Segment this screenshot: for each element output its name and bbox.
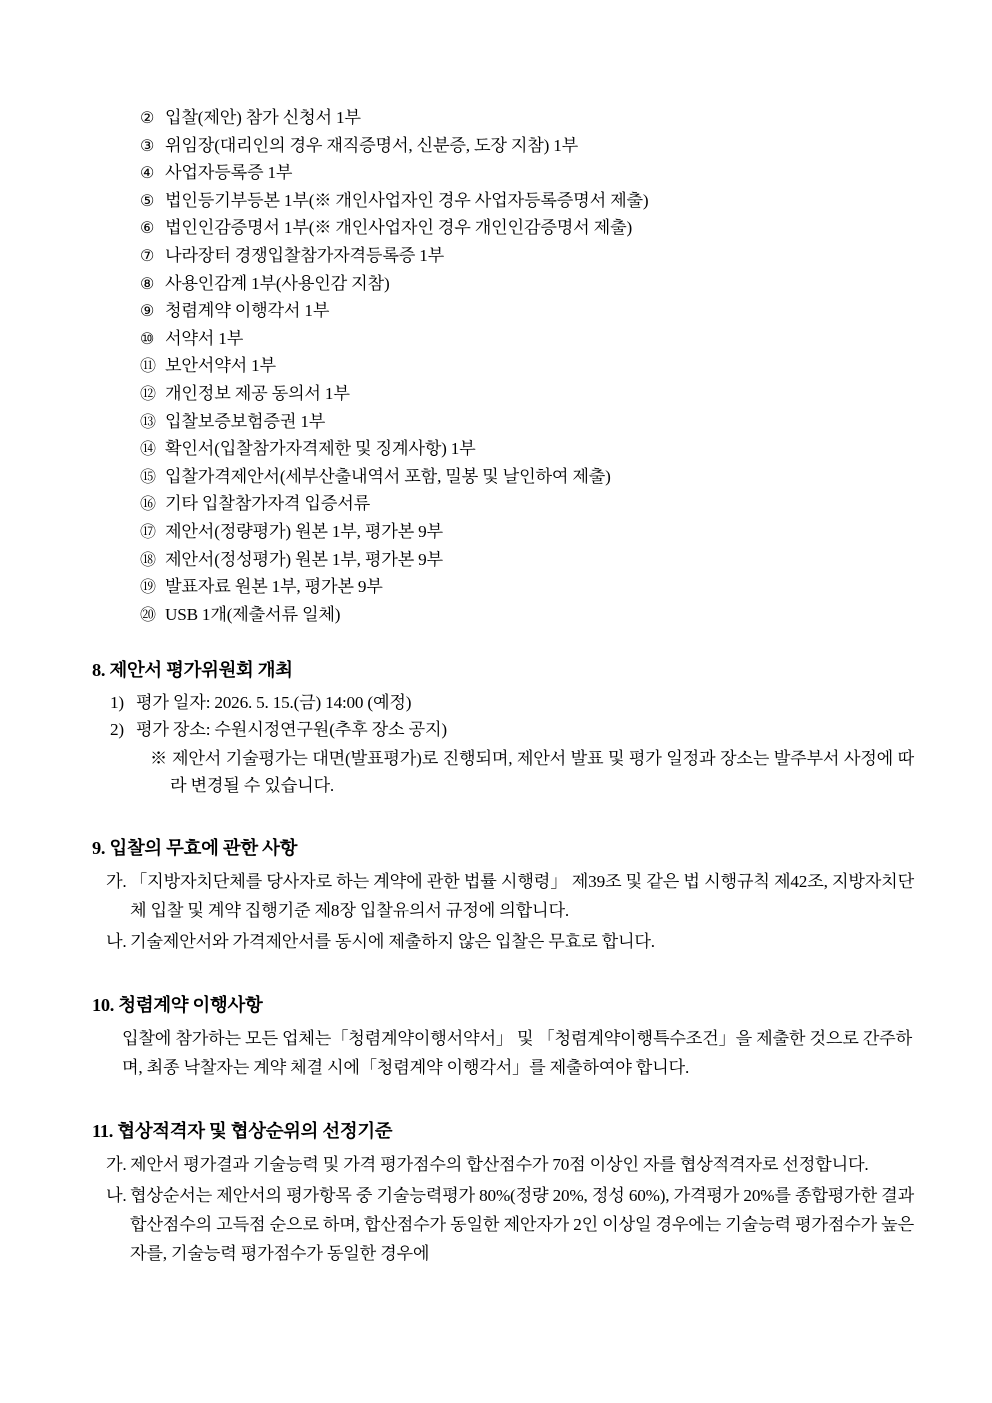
section-11-items bbox=[88, 1150, 914, 1268]
list-marker: ④ bbox=[140, 165, 155, 183]
list-item bbox=[140, 133, 914, 161]
list-marker: 가. bbox=[106, 1155, 127, 1175]
list-marker: 1) bbox=[110, 693, 124, 713]
list-item-label: 입찰(제안) 참가 신청서 1부 bbox=[165, 108, 361, 127]
list-item-label: 사용인감계 1부(사용인감 지참) bbox=[165, 273, 390, 293]
list-item-label: 위임장(대리인의 경우 재직증명서, 신분증, 도장 지참) 1부 bbox=[165, 135, 579, 155]
list-item-label: 제안서 평가결과 기술능력 및 가격 평가점수의 합산점수가 70점 이상인 자를 협상적격자로 선정합니다. bbox=[130, 1155, 869, 1175]
list-marker: ⑭ bbox=[140, 441, 156, 459]
list-marker: 가. bbox=[106, 872, 127, 892]
list-item-label: 개인정보 제공 동의서 1부 bbox=[165, 383, 350, 403]
list-marker: ⑰ bbox=[140, 523, 156, 541]
list-marker: 나. bbox=[106, 932, 127, 952]
list-item-label: 나라장터 경쟁입찰참가자격등록증 1부 bbox=[165, 245, 445, 265]
list-item-label: 「지방자치단체를 당사자로 하는 계약에 관한 법률 시행령」 제39조 및 같은 법 시행규칙 제42조, 지방자치단체 입찰 및 계약 집행기준 제8장 입찰유의서 규정에 의합니다. bbox=[130, 872, 914, 921]
list-item bbox=[110, 689, 914, 716]
list-item bbox=[140, 409, 914, 437]
list-item bbox=[140, 519, 914, 547]
list-item bbox=[106, 1181, 914, 1268]
list-item-label: 제안서(정량평가) 원본 1부, 평가본 9부 bbox=[165, 521, 443, 541]
list-item-label: 기타 입찰참가자격 입증서류 bbox=[165, 494, 371, 514]
list-item-label: 청렴계약 이행각서 1부 bbox=[165, 301, 330, 321]
list-item-label: 입찰보증보험증권 1부 bbox=[165, 411, 326, 431]
section-8-note: ※ 제안서 기술평가는 대면(발표평가)로 진행되며, 제안서 발표 및 평가 일정과 장소는 발주부서 사정에 따라 변경될 수 있습니다. bbox=[150, 749, 914, 796]
list-marker: 나. bbox=[106, 1186, 127, 1206]
list-item bbox=[140, 160, 914, 188]
list-item bbox=[140, 271, 914, 299]
list-item-label: 발표자료 원본 1부, 평가본 9부 bbox=[165, 577, 383, 597]
list-item bbox=[140, 491, 914, 519]
list-marker: ⑥ bbox=[140, 220, 155, 238]
list-marker: ② bbox=[140, 110, 155, 127]
list-item-label: 보안서약서 1부 bbox=[165, 356, 276, 376]
list-item-label: 협상순서는 제안서의 평가항목 중 기술능력평가 80%(정량 20%, 정성 60%), 가격평가 20%를 종합평가한 결과 합산점수의 고득점 순으로 하며, 합산점수가 동일한 제안자가 2인 이상일 경우에는 기술능력 평가점수가 높은 자를, 기술능력 평가점수가 동일한 경우에 bbox=[130, 1186, 914, 1264]
list-item bbox=[106, 927, 914, 956]
list-item bbox=[140, 547, 914, 575]
list-item-label: 입찰가격제안서(세부산출내역서 포함, 밀봉 및 날인하여 제출) bbox=[165, 466, 611, 486]
list-item-label: 평가 일자: 2026. 5. 15.(금) 14:00 (예정) bbox=[136, 693, 412, 713]
list-marker: ⑦ bbox=[140, 247, 155, 265]
list-marker: ⑱ bbox=[140, 551, 156, 569]
list-marker: ⑲ bbox=[140, 579, 156, 597]
list-item bbox=[140, 436, 914, 464]
list-item bbox=[140, 215, 914, 243]
section-8-heading: 8. 제안서 평가위원회 개최 bbox=[92, 660, 293, 681]
attachment-document-list bbox=[140, 105, 914, 629]
list-marker: ⑯ bbox=[140, 496, 156, 514]
section-9-items bbox=[88, 867, 914, 956]
list-item bbox=[140, 298, 914, 326]
list-item-label: 서약서 1부 bbox=[165, 328, 244, 348]
list-item-label: 법인인감증명서 1부(※ 개인사업자인 경우 개인인감증명서 제출) bbox=[165, 218, 632, 238]
list-item-label: 기술제안서와 가격제안서를 동시에 제출하지 않은 입찰은 무효로 합니다. bbox=[130, 932, 655, 952]
list-item bbox=[140, 353, 914, 381]
list-item bbox=[140, 188, 914, 216]
list-marker: ⑨ bbox=[140, 303, 155, 321]
list-item bbox=[140, 381, 914, 409]
list-item bbox=[110, 716, 914, 743]
list-marker: ⑳ bbox=[140, 606, 156, 624]
list-item bbox=[140, 243, 914, 271]
list-marker: ⑩ bbox=[140, 330, 155, 348]
list-marker: ⑮ bbox=[140, 468, 156, 486]
list-item bbox=[106, 1150, 914, 1179]
list-marker: ⑬ bbox=[140, 413, 156, 431]
section-9-heading: 9. 입찰의 무효에 관한 사항 bbox=[92, 838, 298, 859]
list-item-label: 법인등기부등본 1부(※ 개인사업자인 경우 사업자등록증명서 제출) bbox=[165, 190, 649, 210]
list-item bbox=[140, 326, 914, 354]
list-marker: ⑪ bbox=[140, 358, 156, 376]
list-marker: ⑫ bbox=[140, 385, 156, 403]
list-item bbox=[140, 464, 914, 492]
list-item-label: USB 1개(제출서류 일체) bbox=[165, 604, 341, 624]
list-item-label: 제안서(정성평가) 원본 1부, 평가본 9부 bbox=[165, 549, 443, 569]
list-marker: ③ bbox=[140, 137, 155, 155]
list-marker: 2) bbox=[110, 720, 124, 740]
section-10-heading: 10. 청렴계약 이행사항 bbox=[92, 995, 263, 1016]
section-11-heading: 11. 협상적격자 및 협상순위의 선정기준 bbox=[92, 1121, 393, 1142]
list-item-label: 평가 장소: 수원시정연구원(추후 장소 공지) bbox=[136, 720, 447, 740]
section-8-items bbox=[88, 689, 914, 743]
list-item-label: 확인서(입찰참가자격제한 및 징계사항) 1부 bbox=[165, 439, 476, 459]
list-item bbox=[140, 574, 914, 602]
list-item bbox=[140, 105, 914, 133]
list-item-label: 사업자등록증 1부 bbox=[165, 163, 293, 183]
section-10-paragraph: 입찰에 참가하는 모든 업체는「청렴계약이행서약서」 및 「청렴계약이행특수조건」을 제출한 것으로 간주하며, 최종 낙찰자는 계약 체결 시에「청렴계약 이행각서」를 제출하여야 합니다. bbox=[122, 1029, 912, 1078]
list-marker: ⑧ bbox=[140, 275, 155, 293]
list-marker: ⑤ bbox=[140, 192, 155, 210]
list-item bbox=[140, 602, 914, 630]
list-item bbox=[106, 867, 914, 925]
